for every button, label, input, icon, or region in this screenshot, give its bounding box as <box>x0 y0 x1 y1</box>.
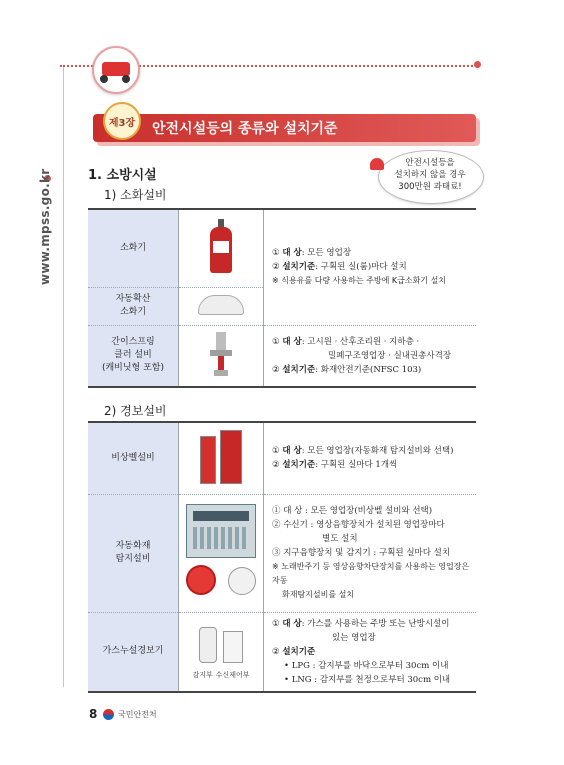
auto-extinguisher-icon <box>198 295 244 315</box>
receiver-panel-icon <box>186 504 256 558</box>
site-url-text[interactable]: www.mpss.go.kr <box>38 168 52 285</box>
gas-alarm-description: ① 대 상: 가스를 사용하는 주방 또는 난방시설이 있는 영업장 ② 설치기준 • LPG : 감지부를 바닥으로부터 30cm 이내 • LNG : 감지부를 천정으로부터 30cm 이내 <box>272 618 451 685</box>
row-label-sprinkler: 간이스프링 클러 설비 (캐비닛형 포함) <box>88 325 179 387</box>
subsection-title-1: 1) 소화설비 <box>104 188 167 202</box>
section-title: 1. 소방시설 <box>88 168 157 183</box>
fire-extinguishing-table <box>88 208 476 388</box>
gas-controller-icon <box>223 631 243 663</box>
smoke-detector-icon <box>228 567 256 595</box>
auto-extinguisher-image <box>179 287 264 325</box>
side-url[interactable] <box>36 165 56 285</box>
callout-line: 설치하지 않을 경우 <box>394 170 466 180</box>
chapter-badge: 제3장 <box>103 102 141 140</box>
row-label-auto-extinguisher: 자동확산 소화기 <box>88 287 179 325</box>
sprinkler-head-icon <box>208 332 234 376</box>
fire-detection-image <box>179 494 264 612</box>
chapter-title: 안전시설등의 종류와 설치기준 <box>152 121 338 137</box>
sprinkler-description: ① 대 상: 고시원 · 산후조리원 · 지하층 · 밀폐구조영업장 · 실내권총사격장 ② 설치기준: 화재안전기준(NFSC 103) <box>272 336 452 375</box>
sensor-caption: 감지부 <box>192 671 213 680</box>
row-label-extinguisher: 소화기 <box>88 209 179 287</box>
sprinkler-image <box>179 325 264 387</box>
ministry-logo-icon <box>103 709 114 720</box>
callout-text <box>384 157 476 193</box>
gas-alarm-image <box>179 612 264 692</box>
fire-extinguisher-icon <box>210 227 232 273</box>
bell-cabinet-icon <box>220 430 242 484</box>
subsection-title-2: 2) 경보설비 <box>104 404 167 418</box>
ministry-name: 국민안전처 <box>118 710 157 719</box>
extinguisher-image <box>179 209 264 287</box>
fire-detection-description: ① 대 상 : 모든 영업장(비상벨 설비와 선택) ② 수신기 : 영상음향장치가 설치된 영업장마다 별도 설치 ③ 지구음향장치 및 감지기 : 구획된 실마다 설치 ※ 노래반주기 등 영상음향차단장치를 사용하는 영업장은 자동 화재탐지설비를 설치 <box>264 494 477 612</box>
margin-line <box>63 67 64 687</box>
bell-box-icon <box>200 436 216 484</box>
emergency-bell-description: ① 대 상: 모든 영업장(자동화재 탐지설비와 선택) ② 설치기준: 구획된 실마다 1개씩 <box>264 422 477 494</box>
alarm-bell-icon <box>186 565 216 595</box>
extinguisher-description: ① 대 상: 모든 영업장 ② 설치기준: 구획된 실(룸)마다 설치 ※ 식용유를 다량 사용하는 주방에 K급소화기 설치 <box>264 209 477 325</box>
fire-truck-icon <box>92 46 140 94</box>
alarm-equipment-table <box>88 421 476 693</box>
callout-line: 300만원 과태료! <box>398 182 462 192</box>
emergency-bell-image <box>179 422 264 494</box>
page-number: 8 <box>89 707 98 721</box>
siren-icon <box>370 158 384 170</box>
controller-caption: 수신제어부 <box>215 671 250 680</box>
header-dot <box>474 61 481 68</box>
row-label-fire-detection: 자동화재 탐지설비 <box>88 494 179 612</box>
row-label-gas-leak-alarm: 가스누설경보기 <box>88 612 179 692</box>
row-label-emergency-bell: 비상벨설비 <box>88 422 179 494</box>
gas-sensor-icon <box>199 627 217 663</box>
callout-line: 안전시설등을 <box>405 158 455 168</box>
